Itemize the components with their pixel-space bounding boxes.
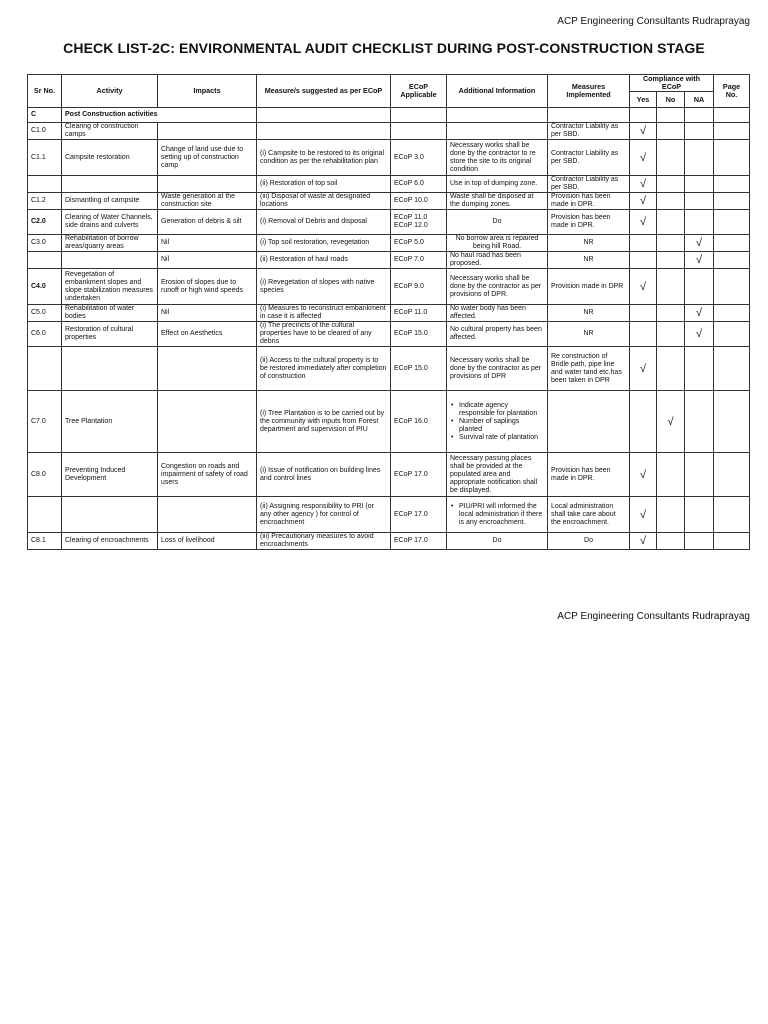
impacts-cell: Congestion on roads and impairment of safety of road users [158, 453, 257, 497]
compliance-no-cell [657, 210, 685, 235]
additional-info-cell: Waste shall be disposed at the dumping zones. [447, 193, 548, 210]
check-mark-icon: √ [639, 508, 647, 521]
col-header-measures: Measure/s suggested as per ECoP [257, 75, 391, 108]
ecop-cell: ECoP 6.0 [391, 176, 447, 193]
page-title: CHECK LIST-2C: ENVIRONMENTAL AUDIT CHECKLIST DURING POST-CONSTRUCTION STAGE [63, 40, 705, 56]
measures-cell: (i) Revegetation of slopes with native species [257, 269, 391, 305]
page-no-cell [714, 322, 750, 347]
compliance-na-cell [685, 140, 714, 176]
measures-cell: (ii) Restoration of haul roads [257, 252, 391, 269]
table-row [28, 269, 750, 305]
impacts-cell [158, 391, 257, 453]
check-mark-icon: √ [639, 178, 647, 190]
compliance-no-cell [657, 347, 685, 391]
ecop-cell: ECoP 17.0 [391, 453, 447, 497]
compliance-na-cell [685, 193, 714, 210]
col-header-yes: Yes [630, 92, 657, 108]
page-no-cell [714, 176, 750, 193]
additional-info-cell: Necessary works shall be done by the contractor as per provisions of DPR. [447, 269, 548, 305]
compliance-no-cell [657, 391, 685, 453]
sr-no-cell: C3.0 [28, 235, 62, 252]
compliance-yes-cell [630, 176, 657, 193]
table-row [28, 193, 750, 210]
table-row [28, 123, 750, 140]
compliance-na-cell [685, 123, 714, 140]
measures-implemented-cell: Contractor Liability as per SBD. [548, 176, 630, 193]
impacts-cell: Nil [158, 235, 257, 252]
activity-cell: Rehabilitation of water bodies [62, 305, 158, 322]
sr-no-cell [28, 176, 62, 193]
activity-cell [62, 252, 158, 269]
compliance-na-cell [685, 322, 714, 347]
audit-checklist-table [27, 74, 750, 550]
additional-info-cell: Necessary works shall be done by the contractor as per provisions of DPR [447, 347, 548, 391]
additional-info-cell: No borrow area is repaired being hill Road. [447, 235, 548, 252]
col-header-activity: Activity [62, 75, 158, 108]
compliance-yes-cell [630, 210, 657, 235]
compliance-no-cell [657, 269, 685, 305]
ecop-cell: ECoP 11.0 [391, 305, 447, 322]
activity-cell: Restoration of cultural properties [62, 322, 158, 347]
table-row [28, 176, 750, 193]
additional-info-cell [447, 123, 548, 140]
additional-info-cell: No cultural property has been affected. [447, 322, 548, 347]
additional-info-cell: No haul road has been proposed. [447, 252, 548, 269]
sr-no-cell: C8.0 [28, 453, 62, 497]
compliance-yes-cell [630, 347, 657, 391]
impacts-cell: Effect on Aesthetics [158, 322, 257, 347]
measures-implemented-cell: NR [548, 235, 630, 252]
compliance-no-cell [657, 252, 685, 269]
compliance-yes-cell [630, 269, 657, 305]
activity-cell [62, 347, 158, 391]
col-header-compliance: Compliance with ECoP [630, 75, 714, 92]
compliance-no-cell [657, 533, 685, 550]
page-no-cell [714, 210, 750, 235]
check-mark-icon: √ [639, 280, 647, 293]
measures-cell: (i) Issue of notification on building lines and control lines [257, 453, 391, 497]
ecop-cell: ECoP 16.0 [391, 391, 447, 453]
col-header-measures-implemented: Measures Implemented [548, 75, 630, 108]
page-no-cell [714, 140, 750, 176]
measures-implemented-cell: Do [548, 533, 630, 550]
sr-no-cell: C1.1 [28, 140, 62, 176]
measures-cell: (i) Tree Plantation is to be carried out by the community with inputs from Forest department and supervision of PIU [257, 391, 391, 453]
compliance-no-cell [657, 497, 685, 533]
info-bullet-item: • Survival rate of plantation [459, 434, 544, 442]
col-header-page-no: Page No. [714, 75, 750, 108]
measures-implemented-cell: Provision has been made in DPR. [548, 210, 630, 235]
table-row [28, 347, 750, 391]
check-mark-icon: √ [639, 468, 647, 481]
additional-info-cell: Do [447, 533, 548, 550]
info-bullet-list [450, 402, 544, 442]
info-bullet-list [450, 503, 544, 527]
compliance-no-cell [657, 322, 685, 347]
activity-cell: Clearing of encroachments [62, 533, 158, 550]
activity-cell [62, 176, 158, 193]
page-no-cell [714, 497, 750, 533]
additional-info-cell: Necessary works shall be done by the contractor to re store the site to its original condition [447, 140, 548, 176]
impacts-cell: Nil [158, 252, 257, 269]
activity-cell: Preventing Induced Development [62, 453, 158, 497]
activity-cell: Rehabilitation of borrow areas/quarry areas [62, 235, 158, 252]
section-code: C [28, 108, 62, 123]
check-mark-icon: √ [639, 195, 647, 207]
measures-cell: (ii) Access to the cultural property is to be restored immediately after completion of construction [257, 347, 391, 391]
compliance-na-cell [685, 497, 714, 533]
additional-info-cell [447, 497, 548, 533]
table-row [28, 210, 750, 235]
sr-no-cell: C2.0 [28, 210, 62, 235]
impacts-cell [158, 347, 257, 391]
info-bullet-item: • PIU/PRI will informed the local administration if there is any encroachment. [459, 503, 544, 527]
measures-cell: (ii) Assigning responsibility to PRI (or any other agency ) for control of encroachment [257, 497, 391, 533]
page-no-cell [714, 533, 750, 550]
compliance-yes-cell [630, 391, 657, 453]
activity-cell: Dismantling of campsite [62, 193, 158, 210]
sr-no-cell: C1.2 [28, 193, 62, 210]
measures-implemented-cell [548, 391, 630, 453]
check-mark-icon: √ [695, 254, 703, 266]
ecop-cell: ECoP 5.0 [391, 235, 447, 252]
additional-info-cell [447, 391, 548, 453]
check-mark-icon: √ [639, 151, 647, 164]
activity-cell: Revegetation of embankment slopes and slope stabilization measures undertaken [62, 269, 158, 305]
col-header-no: No [657, 92, 685, 108]
impacts-cell [158, 497, 257, 533]
measures-implemented-cell: NR [548, 252, 630, 269]
col-header-sr-no: Sr No. [28, 75, 62, 108]
additional-info-cell: Do [447, 210, 548, 235]
col-header-additional-info: Additional Information [447, 75, 548, 108]
impacts-cell: Generation of debris & silt [158, 210, 257, 235]
sr-no-cell [28, 252, 62, 269]
impacts-cell: Erosion of slopes due to runoff or high wind speeds [158, 269, 257, 305]
compliance-no-cell [657, 123, 685, 140]
ecop-cell: ECoP 7.0 [391, 252, 447, 269]
sr-no-cell [28, 497, 62, 533]
page-no-cell [714, 391, 750, 453]
measures-implemented-cell: Provision has been made in DPR. [548, 453, 630, 497]
sr-no-cell: C5.0 [28, 305, 62, 322]
sr-no-cell: C1.0 [28, 123, 62, 140]
impacts-cell: Loss of livelihood [158, 533, 257, 550]
table-row [28, 497, 750, 533]
col-header-impacts: Impacts [158, 75, 257, 108]
compliance-yes-cell [630, 497, 657, 533]
compliance-no-cell [657, 235, 685, 252]
ecop-cell [391, 123, 447, 140]
check-mark-icon: √ [667, 415, 674, 428]
col-header-na: NA [685, 92, 714, 108]
table-row [28, 305, 750, 322]
ecop-cell: ECoP 11.0 ECoP 12.0 [391, 210, 447, 235]
compliance-yes-cell [630, 322, 657, 347]
ecop-cell: ECoP 17.0 [391, 533, 447, 550]
page-no-cell [714, 347, 750, 391]
table-row [28, 453, 750, 497]
measures-implemented-cell: Re construction of Bridle path, pipe line and water tand etc.has been taken in DPR [548, 347, 630, 391]
compliance-yes-cell [630, 235, 657, 252]
compliance-yes-cell [630, 453, 657, 497]
compliance-yes-cell [630, 140, 657, 176]
compliance-yes-cell [630, 305, 657, 322]
sr-no-cell: C7.0 [28, 391, 62, 453]
section-label: Post Construction activities [62, 108, 257, 123]
compliance-na-cell [685, 305, 714, 322]
measures-implemented-cell: Provision has been made in DPR. [548, 193, 630, 210]
compliance-no-cell [657, 140, 685, 176]
measures-cell: (i) Top soil restoration, revegetation [257, 235, 391, 252]
compliance-no-cell [657, 453, 685, 497]
page-no-cell [714, 193, 750, 210]
impacts-cell: Change of land use due to setting up of construction camp [158, 140, 257, 176]
compliance-no-cell [657, 176, 685, 193]
compliance-na-cell [685, 269, 714, 305]
check-mark-icon: √ [695, 307, 703, 319]
compliance-na-cell [685, 176, 714, 193]
measures-implemented-cell: Provision made in DPR [548, 269, 630, 305]
compliance-na-cell [685, 533, 714, 550]
compliance-yes-cell [630, 533, 657, 550]
col-header-ecop: ECoP Applicable [391, 75, 447, 108]
page-no-cell [714, 252, 750, 269]
page-no-cell [714, 123, 750, 140]
table-row [28, 391, 750, 453]
measures-cell: (ii) Restoration of top soil [257, 176, 391, 193]
activity-cell: Tree Plantation [62, 391, 158, 453]
table-row [28, 322, 750, 347]
compliance-yes-cell [630, 193, 657, 210]
page-no-cell [714, 269, 750, 305]
measures-cell: (i) Measures to reconstruct embankment in case it is affected [257, 305, 391, 322]
impacts-cell [158, 123, 257, 140]
ecop-cell: ECoP 3.0 [391, 140, 447, 176]
compliance-no-cell [657, 193, 685, 210]
check-mark-icon: √ [695, 328, 703, 340]
impacts-cell: Nil [158, 305, 257, 322]
activity-cell [62, 497, 158, 533]
sr-no-cell: C6.0 [28, 322, 62, 347]
measures-cell: (i) Removal of Debris and disposal [257, 210, 391, 235]
measures-implemented-cell: Local administration shall take care about the encroachment. [548, 497, 630, 533]
compliance-yes-cell [630, 123, 657, 140]
page-no-cell [714, 305, 750, 322]
measures-implemented-cell: Contractor Liability as per SBD. [548, 123, 630, 140]
table-row [28, 252, 750, 269]
measures-cell: (i) The precincts of the cultural properties have to be cleared of any debris [257, 322, 391, 347]
ecop-cell: ECoP 15.0 [391, 347, 447, 391]
sr-no-cell: C8.1 [28, 533, 62, 550]
measures-implemented-cell: NR [548, 305, 630, 322]
measures-cell: (iii) Precautionary measures to avoid encroachments [257, 533, 391, 550]
check-mark-icon: √ [639, 362, 647, 375]
additional-info-cell: No water body has been affected. [447, 305, 548, 322]
impacts-cell: Waste generation at the construction site [158, 193, 257, 210]
compliance-na-cell [685, 453, 714, 497]
table-row [28, 140, 750, 176]
activity-cell: Clearing of construction camps [62, 123, 158, 140]
compliance-no-cell [657, 305, 685, 322]
ecop-cell: ECoP 10.0 [391, 193, 447, 210]
additional-info-cell: Necessary passing places shall be provided at the populated area and appropriate notification shall be displayed. [447, 453, 548, 497]
sr-no-cell: C4.0 [28, 269, 62, 305]
check-mark-icon: √ [695, 237, 703, 249]
compliance-na-cell [685, 391, 714, 453]
check-mark-icon: √ [639, 125, 647, 137]
section-row [28, 108, 750, 123]
compliance-yes-cell [630, 252, 657, 269]
table-row [28, 533, 750, 550]
measures-implemented-cell: NR [548, 322, 630, 347]
activity-cell: Campsite restoration [62, 140, 158, 176]
sr-no-cell [28, 347, 62, 391]
measures-cell: (iii) Disposal of waste at designated locations [257, 193, 391, 210]
compliance-na-cell [685, 252, 714, 269]
page-no-cell [714, 235, 750, 252]
compliance-na-cell [685, 210, 714, 235]
ecop-cell: ECoP 15.0 [391, 322, 447, 347]
compliance-na-cell [685, 235, 714, 252]
measures-cell [257, 123, 391, 140]
page-no-cell [714, 453, 750, 497]
check-mark-icon: √ [639, 216, 647, 228]
info-bullet-item: • Indicate agency responsible for plantation [459, 402, 544, 418]
info-bullet-item: • Number of saplings planted [459, 418, 544, 434]
measures-cell: (i) Campsite to be restored to its original condition as per the rehabilitation plan [257, 140, 391, 176]
activity-cell: Clearing of Water Channels, side drains and culverts [62, 210, 158, 235]
additional-info-cell: Use in top of dumping zone. [447, 176, 548, 193]
header-organization: ACP Engineering Consultants Rudraprayag [557, 16, 750, 27]
measures-implemented-cell: Contractor Liability as per SBD. [548, 140, 630, 176]
ecop-cell: ECoP 17.0 [391, 497, 447, 533]
impacts-cell [158, 176, 257, 193]
table-row [28, 235, 750, 252]
ecop-cell: ECoP 9.0 [391, 269, 447, 305]
check-mark-icon: √ [639, 535, 647, 547]
compliance-na-cell [685, 347, 714, 391]
footer-organization: ACP Engineering Consultants Rudraprayag [557, 611, 750, 622]
